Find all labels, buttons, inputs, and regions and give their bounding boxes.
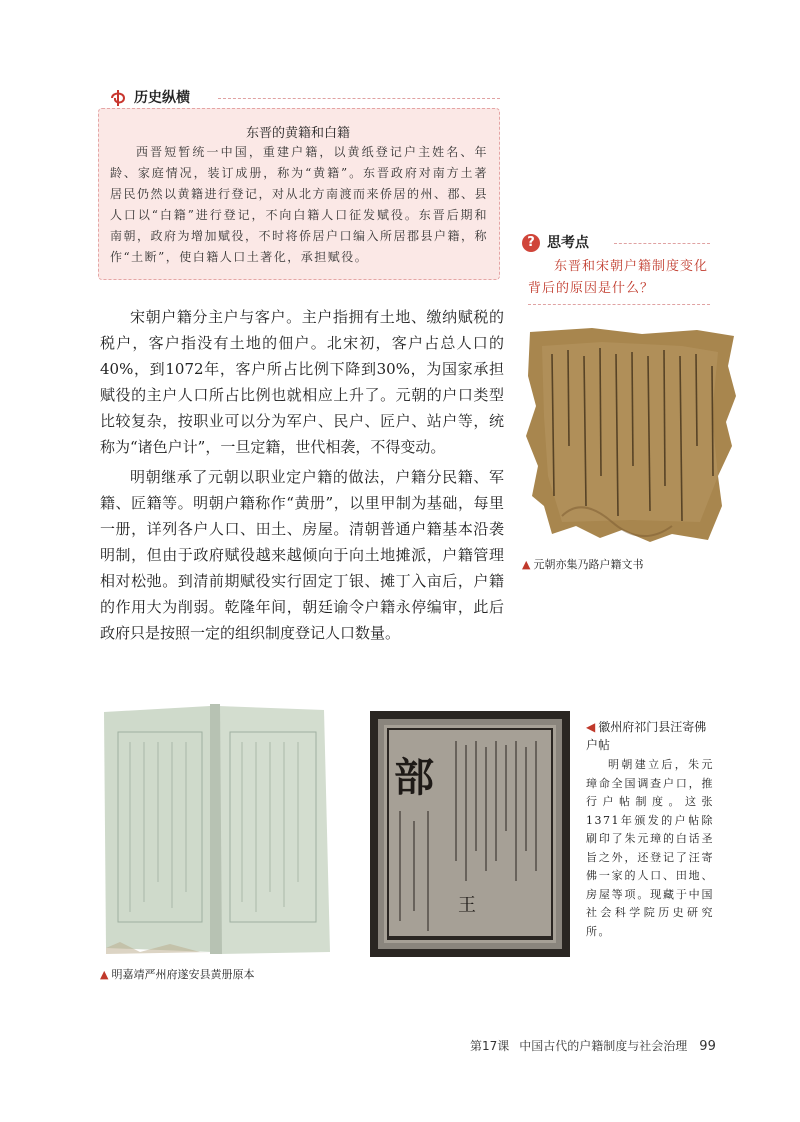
caption-yellow-register: ▲ 明嘉靖严州府遂安县黄册原本 bbox=[100, 968, 255, 981]
caption-hutie-body: 明朝建立后，朱元璋命全国调查户口，推行户帖制度。这张1371年颁发的户帖除刷印了朱元璋的白话圣旨之外，还登记了汪寄佛一家的人口、田地、房屋等项。现藏于中国社会科学院历史研究所。 bbox=[586, 758, 714, 938]
triangle-left-icon: ◀ bbox=[586, 720, 596, 734]
history-scroll-icon bbox=[108, 88, 128, 108]
yuan-household-document-image bbox=[522, 326, 740, 544]
divider bbox=[528, 304, 710, 305]
paragraph-song-yuan: 宋朝户籍分主户与客户。主户指拥有土地、缴纳赋税的税户，客户指没有土地的佃户。北宋初，客户占总人口的40%，到1072年，客户所占比例下降到30%，为国家承担赋役的主户人口所占比例也就相应上升了。元朝的户口类型比较复杂，按职业可以分为军户、民户、匠户、站户等，统称为“诸色户计”，一旦定籍，世代相袭，不得变动。 bbox=[100, 308, 504, 456]
caption-yuan-document: ▲ 元朝亦集乃路户籍文书 bbox=[522, 558, 644, 571]
divider bbox=[614, 243, 710, 244]
main-text bbox=[100, 304, 504, 650]
history-box-body: 西晋短暂统一中国，重建户籍，以黄纸登记户主姓名、年龄、家庭情况，装订成册，称为“黄籍”。东晋政府对南方土著居民仍然以黄籍进行登记，对从北方南渡而来侨居的州、郡、县人口以“白籍”进行登记，不向白籍人口征发赋役。东晋后期和南朝，政府为增加赋役，不时将侨居户口编入所居郡县户籍，称作“土断”，使白籍人口土著化，承担赋役。 bbox=[110, 145, 489, 264]
divider bbox=[218, 98, 500, 99]
lesson-number: 第17课 bbox=[470, 1039, 510, 1053]
history-box-heading: 历史纵横 bbox=[134, 90, 190, 106]
hutie-small-character: 王 bbox=[458, 895, 476, 916]
triangle-up-icon: ▲ bbox=[522, 558, 531, 571]
page-number: 99 bbox=[699, 1039, 716, 1054]
caption-hutie-title: ◀ 徽州府祁门县汪寄佛户帖 bbox=[586, 720, 707, 752]
page-footer bbox=[470, 1037, 716, 1054]
ming-yellow-register-image bbox=[100, 702, 332, 956]
history-box-title: 东晋的黄籍和白籍 bbox=[245, 126, 350, 141]
hutie-big-character: 部 bbox=[394, 754, 434, 801]
question-icon: ? bbox=[522, 234, 540, 252]
paragraph-ming-qing: 明朝继承了元朝以职业定户籍的做法，户籍分民籍、军籍、匠籍等。明朝户籍称作“黄册”，以里甲制为基础，每里一册，详列各户人口、田土、房屋。清朝普通户籍基本沿袭明制，但由于政府赋役越来越倾向于向土地摊派，户籍管理相对松弛。到清前期赋役实行固定丁银、摊丁入亩后，户籍的作用大为削弱。乾隆年间，朝廷谕令户籍永停编审，此后政府只是按照一定的组织制度登记人口数量。 bbox=[100, 468, 504, 642]
triangle-up-icon: ▲ bbox=[100, 968, 109, 981]
lesson-title: 中国古代的户籍制度与社会治理 bbox=[519, 1039, 688, 1053]
think-point-heading: 思考点 bbox=[547, 235, 589, 251]
household-certificate-image bbox=[370, 711, 570, 957]
think-point-question: 东晋和宋朝户籍制度变化背后的原因是什么？ bbox=[528, 259, 709, 296]
